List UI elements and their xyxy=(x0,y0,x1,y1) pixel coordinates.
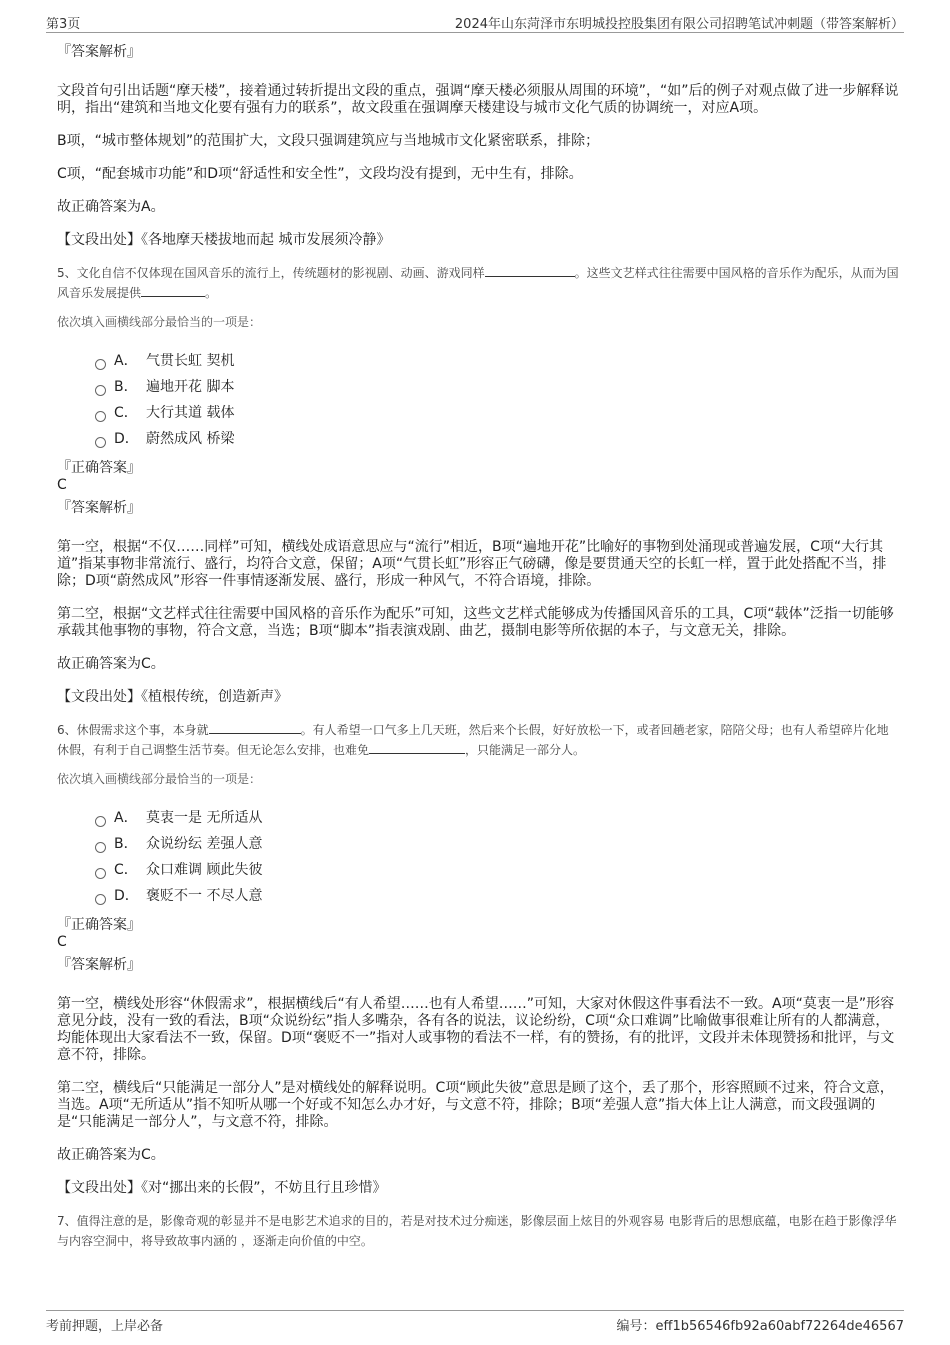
page-content xyxy=(57,44,900,1261)
document-id: 编号：eff1b56546fb92a60abf72264de46567 xyxy=(616,1319,904,1334)
radio-icon[interactable] xyxy=(95,894,106,905)
question-prompt: 依次填入画横线部分最恰当的一项是： xyxy=(57,772,262,786)
radio-icon[interactable] xyxy=(95,816,106,827)
option-d[interactable]: D． 褒贬不一 不尽人意 xyxy=(95,883,900,909)
answer-conclusion: 故正确答案为C。 xyxy=(57,1147,165,1163)
analysis-paragraph: B项，“城市整体规划”的范围扩大，文段只强调建筑应与当地城市文化紧密联系，排除； xyxy=(57,133,600,149)
page-footer xyxy=(46,1310,904,1335)
correct-answer: C xyxy=(57,934,67,950)
analysis-paragraph: 第一空，根据“不仅……同样”可知，横线处成语意思应与“流行”相近，B项“遍地开花”比喻好的事物到处涌现或普遍发展，C项“大行其道”指某事物非常流行、盛行，均符合文意，保留；A项“气贯长虹”形容正气磅礴，像是要贯通天空的长虹一样，置于此处搭配不当，排除；D项“蔚然成风”形容一件事情逐渐发展、盛行，形成一种风气，不符合语境，排除。 xyxy=(57,539,887,589)
page-number: 第3页 xyxy=(46,17,81,32)
analysis-paragraph: C项，“配套城市功能”和D项“舒适性和安全性”，文段均没有提到，无中生有，排除。 xyxy=(57,166,583,182)
source-citation: 【文段出处】《植根传统，创造新声》 xyxy=(57,689,288,705)
analysis-paragraph: 第二空，横线后“只能满足一部分人”是对横线处的解释说明。C项“顾此失彼”意思是顾了这个，丢了那个，形容照顾不过来，符合文意，当选。A项“无所适从”指不知听从哪一个好或不知怎么办才好，与文意不符，排除；B项“差强人意”指大体上让人满意，而文段强调的是“只能满足一部分人”，与文意不符，排除。 xyxy=(57,1080,894,1130)
question-5 xyxy=(57,263,900,303)
question-7: 7、值得注意的是，影像奇观的彰显并不是电影艺术追求的目的，若是对技术过分痴迷，影像层面上炫目的外观容易 电影背后的思想底蕴，电影在趋于影像浮华与内容空洞中，将导致故事内涵的 ，逐渐走向价值的中空。 xyxy=(57,1214,897,1248)
fill-blank xyxy=(141,285,205,297)
option-b[interactable]: B． 众说纷纭 差强人意 xyxy=(95,831,900,857)
correct-answer: C xyxy=(57,477,67,493)
option-a[interactable]: A． 莫衷一是 无所适从 xyxy=(95,805,900,831)
source-citation: 【文段出处】《对“挪出来的长假”，不妨且行且珍惜》 xyxy=(57,1180,387,1196)
option-c[interactable]: C． 大行其道 载体 xyxy=(95,400,900,426)
analysis-label: 『答案解析』 xyxy=(57,44,141,60)
page-header xyxy=(46,10,904,33)
option-d[interactable]: D． 蔚然成风 桥梁 xyxy=(95,426,900,452)
radio-icon[interactable] xyxy=(95,437,106,448)
answer-conclusion: 故正确答案为C。 xyxy=(57,656,165,672)
question-text: 。有人希望一口气多上几天班，然后来个长假，好好放松一下，或者回趟老家，陪陪父母；也有人希望碎片化地休假，有利于自己调整生活节奏。但无论怎么安排，也难免 xyxy=(57,723,889,757)
correct-answer-label: 『正确答案』 xyxy=(57,460,141,476)
option-list xyxy=(95,805,900,909)
radio-icon[interactable] xyxy=(95,411,106,422)
question-text: 。 xyxy=(205,286,218,300)
source-citation: 【文段出处】《各地摩天楼拔地而起 城市发展须冷静》 xyxy=(57,232,391,248)
analysis-paragraph: 文段首句引出话题“摩天楼”，接着通过转折提出文段的重点，强调“摩天楼必须服从周围的环境”，“如”后的例子对观点做了进一步解释说明，指出“建筑和当地文化要有强有力的联系”，故文段重在强调摩天楼建设与城市文化气质的协调统一，对应A项。 xyxy=(57,83,899,116)
fill-blank xyxy=(485,265,575,277)
analysis-label: 『答案解析』 xyxy=(57,957,141,973)
radio-icon[interactable] xyxy=(95,868,106,879)
question-text: 5、文化自信不仅体现在国风音乐的流行上，传统题材的影视剧、动画、游戏同样 xyxy=(57,266,485,280)
fill-blank xyxy=(209,722,301,734)
option-c[interactable]: C． 众口难调 顾此失彼 xyxy=(95,857,900,883)
document-title: 2024年山东菏泽市东明城投控股集团有限公司招聘笔试冲刺题（带答案解析） xyxy=(454,17,904,32)
radio-icon[interactable] xyxy=(95,385,106,396)
radio-icon[interactable] xyxy=(95,359,106,370)
question-text: ，只能满足一部分人。 xyxy=(465,743,586,757)
question-prompt: 依次填入画横线部分最恰当的一项是： xyxy=(57,315,262,329)
answer-conclusion: 故正确答案为A。 xyxy=(57,199,165,215)
question-6 xyxy=(57,720,900,760)
question-text: 。这些文艺样式往往需要中国风格的音乐作为配乐，从而为国风音乐发展提供 xyxy=(57,266,899,300)
analysis-paragraph: 第一空，横线处形容“休假需求”，根据横线后“有人希望……也有人希望……”可知，大家对休假这件事看法不一致。A项“莫衷一是”形容意见分歧，没有一致的看法，B项“众说纷纭”指人多嘴杂，各有各的说法，议论纷纷，C项“众口难调”比喻做事很难让所有的人都满意，均能体现出大家看法不一致，保留。D项“褒贬不一”指对人或事物的看法不一样，有的赞扬，有的批评，文段并未体现赞扬和批评，与文意不符，排除。 xyxy=(57,996,895,1063)
fill-blank xyxy=(369,742,465,754)
option-a[interactable]: A． 气贯长虹 契机 xyxy=(95,348,900,374)
radio-icon[interactable] xyxy=(95,842,106,853)
footer-slogan: 考前押题，上岸必备 xyxy=(46,1319,164,1334)
question-text: 6、休假需求这个事，本身就 xyxy=(57,723,209,737)
option-list xyxy=(95,348,900,452)
correct-answer-label: 『正确答案』 xyxy=(57,917,141,933)
option-b[interactable]: B． 遍地开花 脚本 xyxy=(95,374,900,400)
analysis-paragraph: 第二空，根据“文艺样式往往需要中国风格的音乐作为配乐”可知，这些文艺样式能够成为传播国风音乐的工具，C项“载体”泛指一切能够承载其他事物的事物，符合文意，当选；B项“脚本”指表演戏剧、曲艺，摄制电影等所依据的本子，与文意无关，排除。 xyxy=(57,606,894,639)
analysis-label: 『答案解析』 xyxy=(57,500,141,516)
